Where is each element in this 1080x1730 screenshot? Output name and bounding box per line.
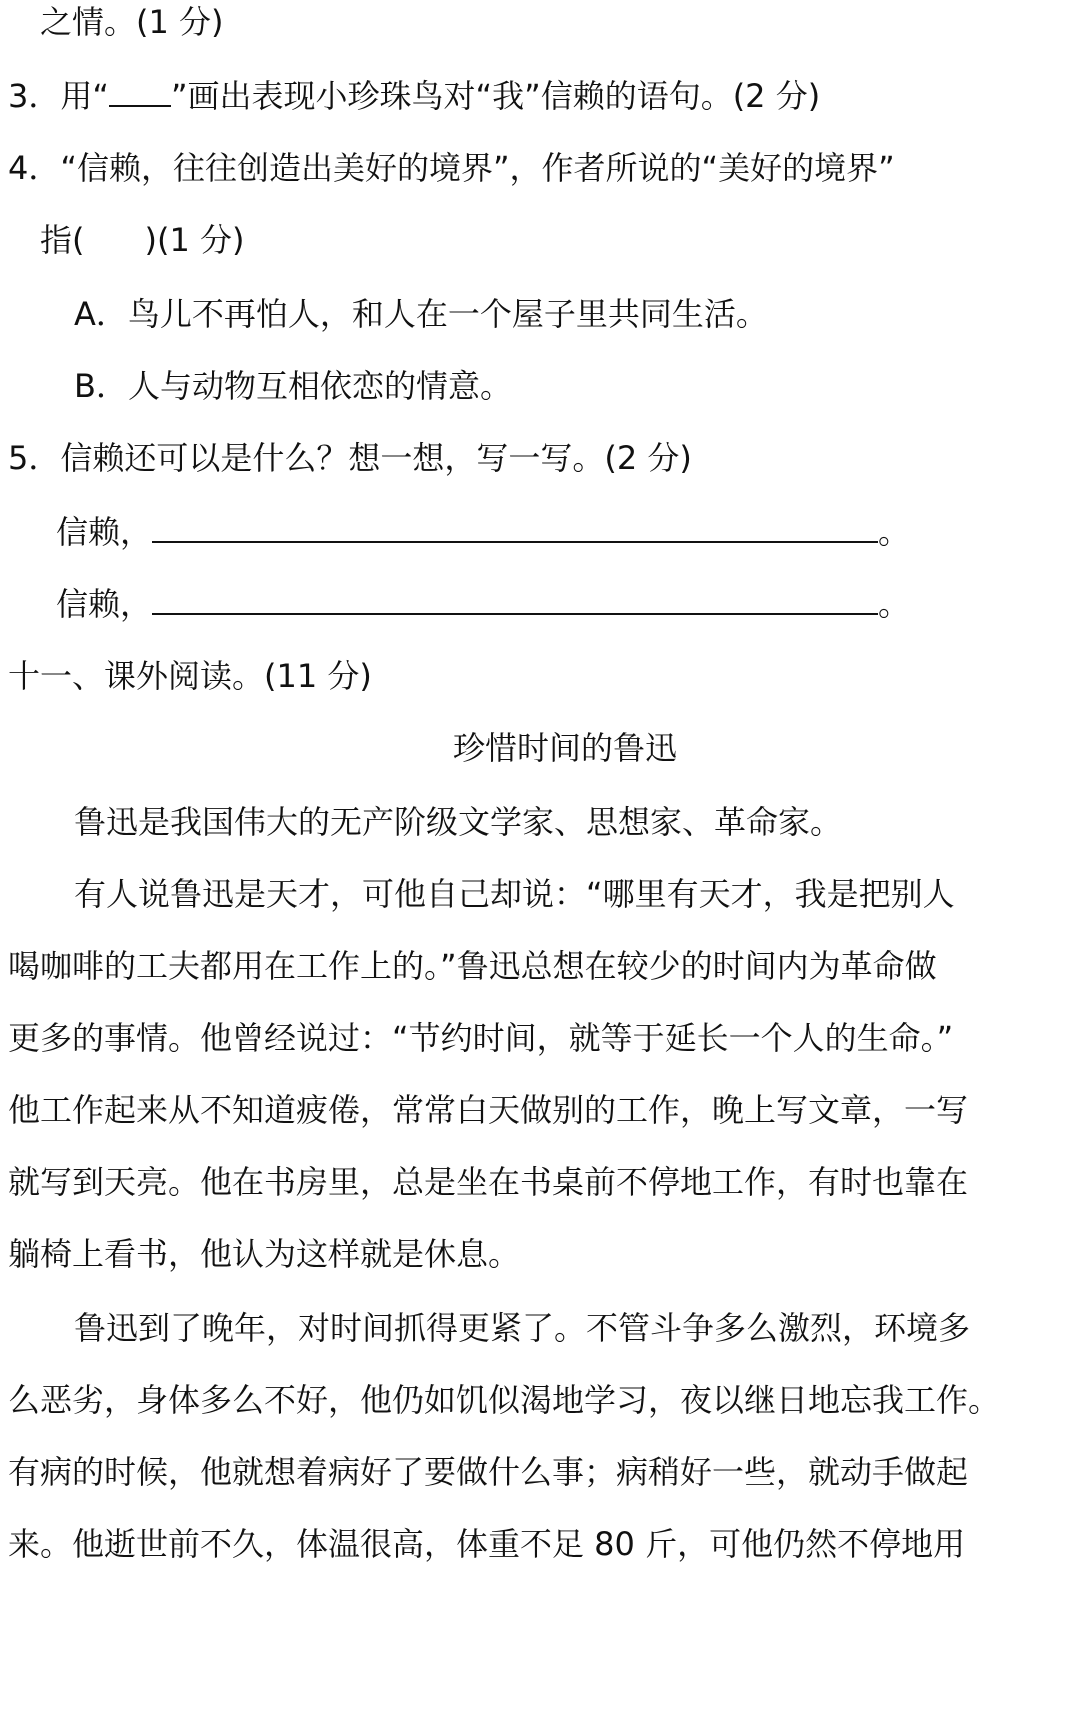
passage-line: 来。他逝世前不久，体温很高，体重不足 80 斤，可他仍然不停地用 — [8, 1525, 966, 1563]
question-3-text: ”画出表现小珍珠鸟对“我”信赖的语句。(2 分) — [170, 77, 821, 115]
answer-end: 。 — [878, 585, 911, 623]
passage-line: 他工作起来从不知道疲倦，常常白天做别的工作，晚上写文章，一写 — [8, 1091, 969, 1129]
passage-line: 鲁迅到了晚年，对时间抓得更紧了。不管斗争多么激烈，环境多 — [74, 1309, 971, 1347]
passage-line: 更多的事情。他曾经说过：“节约时间，就等于延长一个人的生命。” — [8, 1019, 954, 1057]
question-3 — [8, 74, 1080, 118]
passage-title: 珍惜时间的鲁迅 — [452, 729, 677, 767]
question-5: 5．信赖还可以是什么？想一想，写一写。(2 分) — [8, 439, 692, 477]
question-4-paren-open: 指( — [40, 221, 85, 259]
passage-line: 么恶劣，身体多么不好，他仍如饥似渴地学习，夜以继日地忘我工作。 — [8, 1381, 1001, 1419]
answer-prefix: 信赖， — [56, 513, 153, 551]
question-3-prefix: 3．用“ — [8, 77, 109, 115]
previous-question-tail: 之情。(1 分) — [40, 3, 224, 41]
passage-line: 就写到天亮。他在书房里，总是坐在书桌前不停地工作，有时也靠在 — [8, 1163, 969, 1201]
question-4: 4．“信赖，往往创造出美好的境界”，作者所说的“美好的境界” — [8, 149, 895, 187]
option-b[interactable]: B．人与动物互相依恋的情意。 — [74, 367, 512, 405]
section-heading: 十一、课外阅读。(11 分) — [8, 657, 372, 695]
passage-line: 躺椅上看书，他认为这样就是休息。 — [8, 1235, 521, 1273]
underline-sample — [109, 75, 171, 107]
passage-line: 鲁迅是我国伟大的无产阶级文学家、思想家、革命家。 — [74, 803, 843, 841]
question-4-score: )(1 分) — [144, 221, 245, 259]
passage-line: 喝咖啡的工夫都用在工作上的。”鲁迅总想在较少的时间内为革命做 — [8, 947, 937, 985]
question-5-answer-1 — [56, 510, 1080, 554]
answer-prefix: 信赖， — [56, 585, 153, 623]
answer-blank-1[interactable] — [152, 511, 878, 543]
answer-blank-2[interactable] — [152, 583, 878, 615]
question-5-answer-2 — [56, 582, 1080, 626]
question-4-answer-line — [40, 218, 1080, 262]
answer-end: 。 — [878, 513, 911, 551]
option-a[interactable]: A．鸟儿不再怕人，和人在一个屋子里共同生活。 — [74, 295, 768, 333]
passage-line: 有人说鲁迅是天才，可他自己却说：“哪里有天才，我是把别人 — [74, 875, 955, 913]
passage-line: 有病的时候，他就想着病好了要做什么事；病稍好一些，就动手做起 — [8, 1453, 969, 1491]
